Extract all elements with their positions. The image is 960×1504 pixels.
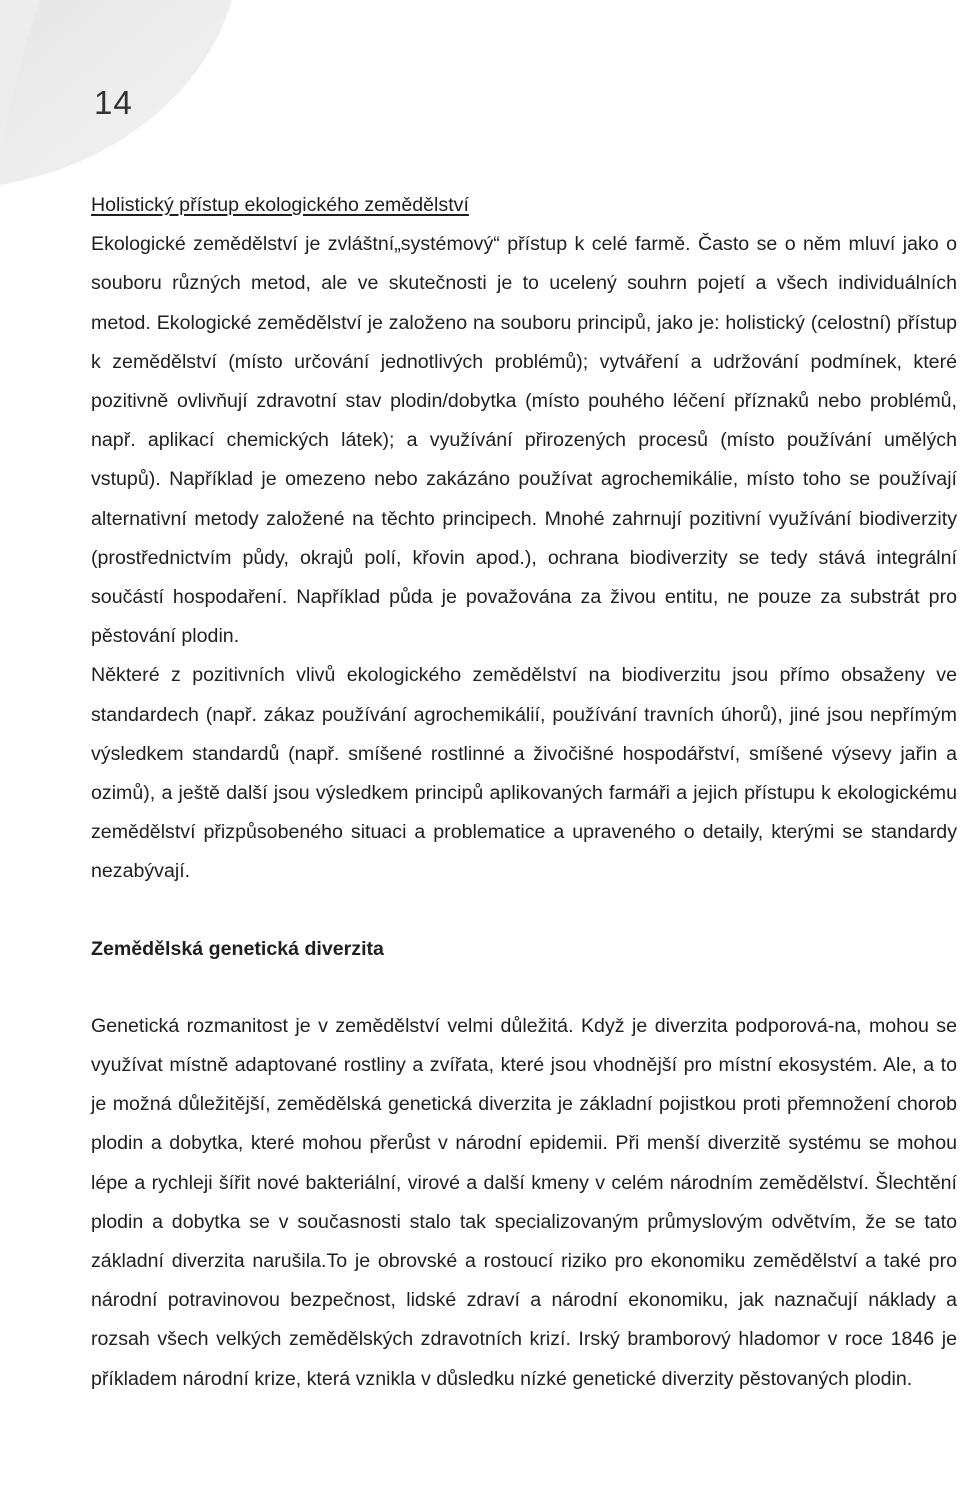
body-paragraph: Ekologické zemědělství je zvláštní„systémový“ přístup k celé farmě. Často se o něm mluví jako o souboru různých metod, ale ve skutečnosti je to ucelený souhrn pojetí a všech individuálních metod. Ekologické zemědělství je založeno na souboru principů, jako je: holistický (celostní) přístup k zemědělství (místo určování jednotlivých problémů); vytváření a udržování podmínek, které pozitivně ovlivňují zdravotní stav plodin/dobytka (místo pouhého léčení příznaků nebo problémů, např. aplikací chemických látek); a využívání přirozených procesů (místo používání umělých vstupů). Například je omezeno nebo zakázáno používat agrochemikálie, místo toho se používají alternativní metody založené na těchto principech. Mnohé zahrnují pozitivní využívání biodiverzity (prostřednictvím půdy, okrajů polí, křovin apod.), ochrana biodiverzity se tedy stává integrální součástí hospodaření. Například půda je považována za živou entitu, ne pouze za substrát pro pěstování plodin. — [91, 233, 957, 648]
page-number: 14 — [94, 84, 133, 121]
body-paragraph: Některé z pozitivních vlivů ekologického zemědělství na biodiverzitu jsou přímo obsaženy ve standardech (např. zákaz používání agrochemikálií, používání travních úhorů), jiné jsou nepřímým výsledkem standardů (např. smíšené rostlinné a živočišné hospodářství, smíšené výsevy jařin a ozimů), a ještě další jsou výsledkem principů aplikovaných farmáři a jejich přístupu k ekologickému zemědělství přizpůsobeného situaci a problematice a upraveného o detaily, kterými se standardy nezabývají. — [91, 664, 957, 883]
section-heading-genetic-diversity: Zemědělská genetická diverzita — [91, 937, 384, 960]
section-heading-holistic: Holistický přístup ekologického zemědělství — [91, 194, 469, 216]
body-paragraph: Genetická rozmanitost je v zemědělství velmi důležitá. Když je diverzita podporová-na, mohou se využívat místně adaptované rostliny a zvířata, které jsou vhodnější pro místní ekosystém. Ale, a to je možná důležitější, zemědělská genetická diverzita je základní pojistkou proti přemnožení chorob plodin a dobytka, které mohou přerůst v národní epidemii. Při menší diverzitě systému se mohou lépe a rychleji šířit nové bakteriální, virové a další kmeny v celém národním zemědělství. Šlechtění plodin a dobytka se v současnosti stalo tak specializovaným průmyslovým odvětvím, že se tato základní diverzita narušila.To je obrovské a rostoucí riziko pro ekonomiku zemědělství a také pro národní potravinovou bezpečnost, lidské zdraví a národní ekonomiku, jak naznačují náklady a rozsah všech velkých zemědělských zdravotních krizí. Irský bramborový hladomor v roce 1846 je příkladem národní krize, která vznikla v důsledku nízké genetické diverzity pěstovaných plodin. — [91, 1014, 957, 1390]
page-content — [91, 186, 957, 1399]
